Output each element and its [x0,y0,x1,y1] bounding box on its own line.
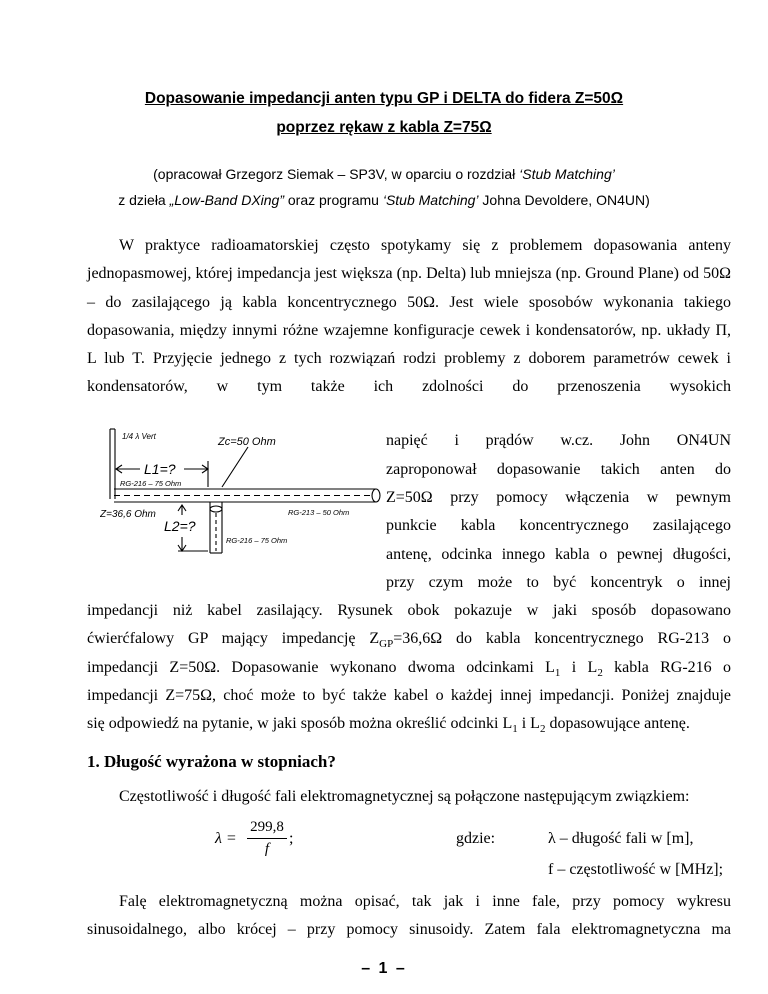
l1-label: L1=? [144,461,176,477]
rg216-bottom-label: RG-216 – 75 Ohm [226,536,288,545]
para2-line1: Falę elektromagnetyczną można opisać, tak jak i inne fale, przy pomocy wykresu [119,893,731,910]
credit-line1: (opracował Grzegorz Siemak – SP3V, w oparciu o rozdział ‘Stub Matching’ [153,166,615,182]
after-text-1: impedancji niż kabel zasilający. Rysunek obok pokazuje w jaki sposób dopasowano [87,602,731,619]
page-title-line2: poprzez rękaw z kabla Z=75Ω [276,119,492,136]
after-text-2: ćwierćfalowy GP mający impedancję $Z_{GP}=36,6\Omega$ do kabla koncentrycznego RG-213 o [87,630,731,651]
side-text-5: antenę, odcinka innego kabla o pewnej długości, [386,546,731,563]
fraction-bar [247,838,287,839]
definition-lambda: λ – długość fali w [m], [548,830,694,847]
zc-label: Zc=50 Ohm [218,436,276,448]
formula-numerator: 299,8 [250,819,284,835]
section-text: Częstotliwość i długość fali elektromagnetycznej są połączone następującym związkiem: [119,788,690,805]
intro-paragraph: W praktyce radioamatorskiej często spotykamy się z problemem dopasowania anteny jednopasmowej, której impedancja jest większa (np. Delta) lub mniejsza (np. Ground Plane) od 50Ω – do zasilającego ją kabla koncentrycznego 50Ω. Jest wiele sposobów wykonania takiego dopasowania, między innymi różne wzajemne konfiguracje cewek i kondensatorów, np. układy Π, L lub T. Przyjęcie jednego z tych rozwiązań rodzi problemy z doborem parametrów cewek i kondensatorów, w tym także ich zdolności do przenoszenia wysokich [87,237,731,396]
section-heading: 1. Długość wyrażona w stopniach? [87,752,336,771]
l2-label: L2=? [164,518,196,534]
z-label: Z=36,6 Ohm [100,509,156,520]
vert-label: 1/4 λ Vert [122,432,156,441]
side-text-3: Z=50Ω przy pomocy włączenia w pewnym [386,489,731,506]
side-text-2: zaproponował dopasowanie takich anten do [386,461,731,478]
credit-line2: z dzieła „Low-Band DXing” oraz programu ‘Stub Matching’ Johna Devoldere, ON4UN) [118,192,650,208]
formula-denominator: f [264,841,270,857]
side-text-1: napięć i prądów w.cz. John ON4UN [386,432,731,449]
page-number: – 1 – [361,960,407,977]
antenna-matching-diagram [100,425,382,565]
formula-lhs: λ = [215,830,237,847]
rg216-top-label: RG-216 – 75 Ohm [120,479,182,488]
side-text-6: przy czym może to być koncentryk o innej [386,574,731,591]
where-label: gdzie: [456,830,496,847]
formula-end: ; [289,830,294,847]
after-text-3: impedancji Z=50Ω. Dopasowanie wykonano dwoma odcinkami $L_1$ i $L_2$ kabla RG-216 o [87,659,732,680]
definition-f: f – częstotliwość w [MHz]; [548,861,724,878]
side-text-4: punkcie kabla koncentrycznego zasilającego [386,517,731,534]
page-title: Dopasowanie impedancji anten typu GP i DELTA do fidera Z=50Ω [144,90,624,107]
after-text-4: impedancji Z=75Ω, choć może to być także kabel o każdej innej impedancji. Poniżej znajduje [87,687,731,704]
after-text-5: się odpowiedź na pytanie, w jaki sposób można określić odcinki $L_1$ i $L_2$ dopasowujące antenę. [87,715,690,736]
rg213-label: RG-213 – 50 Ohm [288,508,350,517]
para2-line2: sinusoidalnego, albo krócej – przy pomocy sinusoidy. Zatem fala elektromagnetyczna ma [87,921,731,938]
